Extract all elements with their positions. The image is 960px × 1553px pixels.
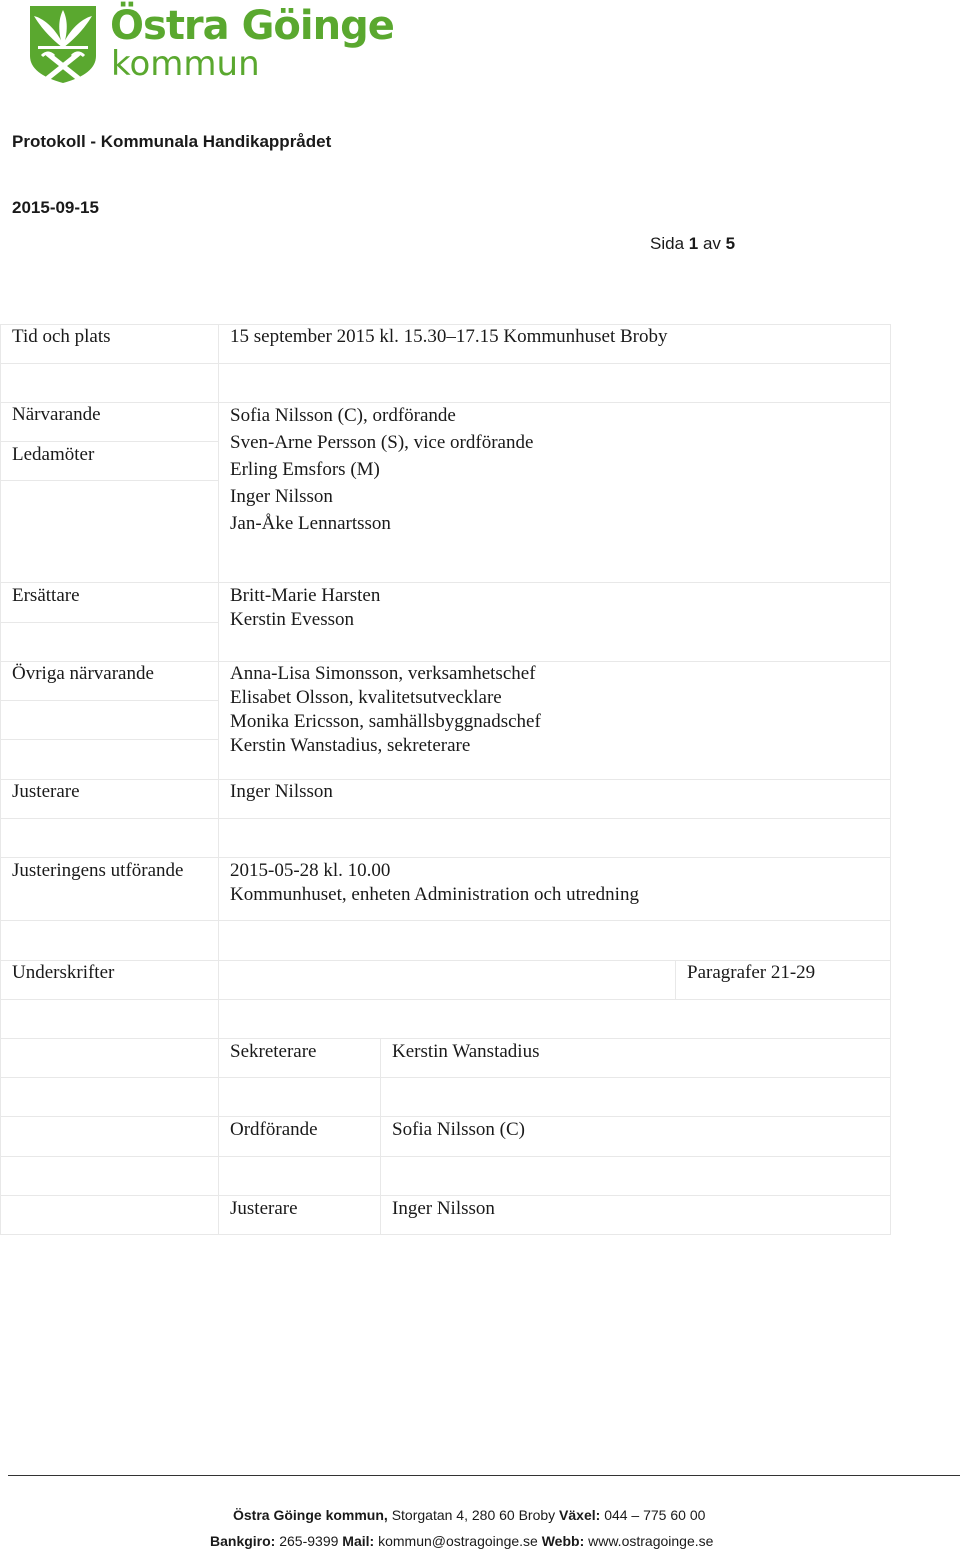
document-date: 2015-09-15 [12, 198, 99, 217]
table-rule [0, 363, 891, 364]
signature-role: Ordförande [230, 1119, 318, 1140]
list-item: Kerstin Wanstadius, sekreterare [230, 735, 471, 756]
brand-name: Östra Göinge [110, 3, 394, 49]
footer-web-label: Webb: [541, 1533, 585, 1549]
time-place-value: 15 september 2015 kl. 15.30–17.15 Kommunhuset Broby [230, 326, 668, 347]
footer-divider [8, 1475, 960, 1476]
table-rule [0, 324, 1, 1235]
present-label: Närvarande [12, 404, 101, 425]
signature-name: Sofia Nilsson (C) [392, 1119, 525, 1140]
adjuster-name: Inger Nilsson [230, 781, 333, 802]
table-rule [218, 324, 219, 1235]
footer-mail-link[interactable]: kommun@ostragoinge.se [378, 1533, 538, 1549]
footer-phone-label: Växel: [559, 1507, 601, 1523]
footer-bank-line [210, 1533, 713, 1549]
page-total: 5 [725, 234, 736, 253]
footer-phone: 044 – 775 60 00 [604, 1507, 706, 1523]
table-rule [0, 1116, 891, 1117]
list-item: Elisabet Olsson, kvalitetsutvecklare [230, 687, 502, 708]
adjustment-label: Justeringens utförande [12, 860, 184, 881]
paragraphs-range: Paragrafer 21-29 [687, 962, 816, 983]
time-place-label: Tid och plats [12, 326, 111, 347]
list-item: Erling Emsfors (M) [230, 459, 380, 480]
table-rule [0, 1195, 891, 1196]
footer-org: Östra Göinge kommun, [233, 1507, 388, 1523]
table-rule [890, 324, 891, 1235]
list-item: Sofia Nilsson (C), ordförande [230, 405, 456, 426]
municipality-emblem-icon [28, 4, 98, 84]
signatures-label: Underskrifter [12, 962, 115, 983]
table-rule [0, 441, 218, 442]
footer-bankgiro-label: Bankgiro: [210, 1533, 276, 1549]
list-item: Kerstin Evesson [230, 609, 355, 630]
list-item: Inger Nilsson [230, 486, 333, 507]
table-rule [0, 779, 891, 780]
members-list [230, 402, 533, 537]
table-rule [0, 739, 218, 740]
list-item: Jan-Åke Lennartsson [230, 513, 391, 534]
table-rule [0, 920, 891, 921]
table-rule [380, 1038, 381, 1235]
list-item: Britt-Marie Harsten [230, 585, 381, 606]
list-item: Anna-Lisa Simonsson, verksamhetschef [230, 663, 536, 684]
list-item: Sven-Arne Persson (S), vice ordförande [230, 432, 534, 453]
footer-mail-label: Mail: [342, 1533, 375, 1549]
list-item: Monika Ericsson, samhällsbyggnadschef [230, 711, 541, 732]
brand-subname: kommun [111, 44, 260, 84]
signature-name: Inger Nilsson [392, 1198, 495, 1219]
others-list [230, 662, 541, 758]
adjuster-label: Justerare [12, 781, 80, 802]
adjustment-time: 2015-05-28 kl. 10.00 [230, 860, 391, 881]
footer-address: Storgatan 4, 280 60 Broby [391, 1507, 556, 1523]
footer-bankgiro: 265-9399 [279, 1533, 339, 1549]
table-rule [0, 480, 218, 481]
table-rule [0, 1156, 891, 1157]
table-rule [0, 818, 891, 819]
table-rule [675, 960, 676, 1000]
footer-contact-line [233, 1507, 705, 1523]
page-separator: av [702, 234, 721, 253]
members-label: Ledamöter [12, 444, 95, 465]
table-rule [0, 999, 891, 1000]
footer-web-link[interactable]: www.ostragoinge.se [588, 1533, 714, 1549]
table-rule [0, 700, 218, 701]
page-title: Protokoll - Kommunala Handikapprådet [12, 132, 332, 151]
page-current: 1 [688, 234, 699, 253]
adjustment-place: Kommunhuset, enheten Administration och utredning [230, 884, 639, 905]
substitutes-label: Ersättare [12, 585, 80, 606]
table-rule [0, 857, 891, 858]
signature-role: Justerare [230, 1198, 298, 1219]
signature-name: Kerstin Wanstadius [392, 1041, 540, 1062]
table-rule [0, 622, 218, 623]
table-rule [0, 1077, 891, 1078]
table-rule [0, 582, 891, 583]
page-indicator [650, 234, 735, 254]
page-prefix: Sida [650, 234, 685, 253]
substitutes-list [230, 584, 380, 632]
signature-role: Sekreterare [230, 1041, 317, 1062]
others-label: Övriga närvarande [12, 663, 154, 684]
adjustment-details [230, 859, 639, 907]
table-rule [0, 1234, 891, 1235]
table-rule [0, 1038, 891, 1039]
